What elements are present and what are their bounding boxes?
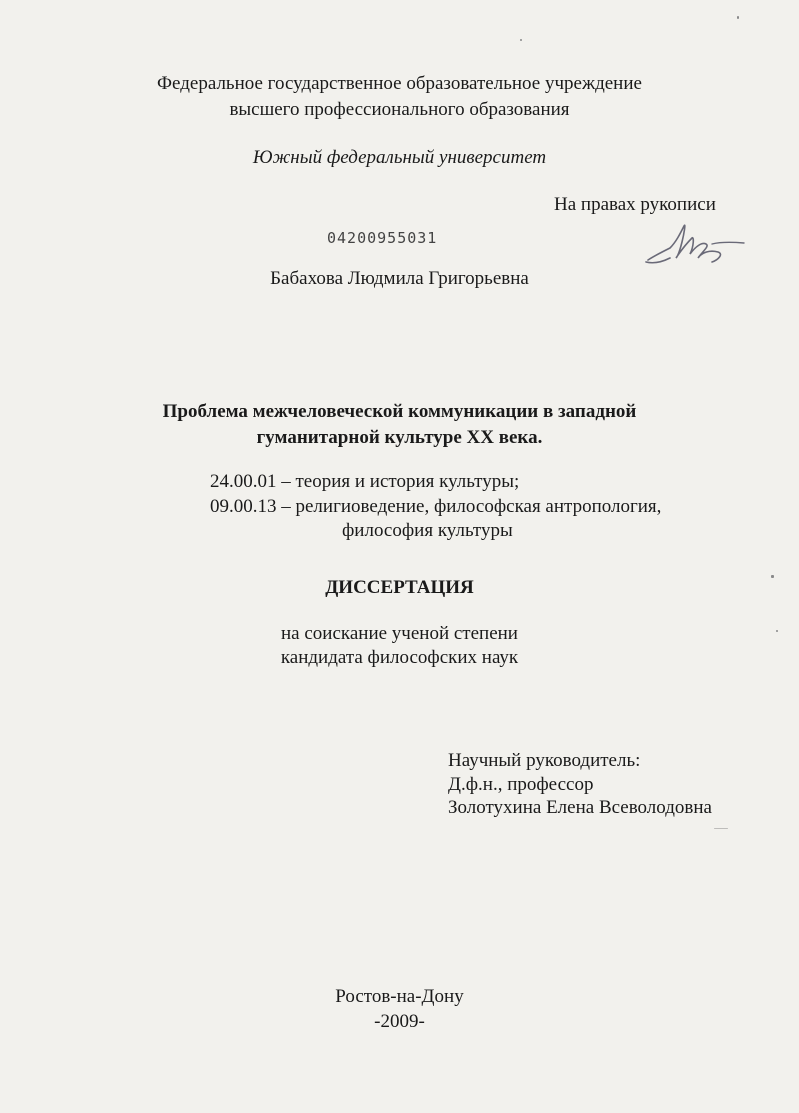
scan-speck <box>714 828 728 829</box>
supervisor-label: Научный руководитель: <box>448 750 641 771</box>
degree-line-1: на соискание ученой степени <box>281 623 518 644</box>
catalog-number-stamp: 04200955031 <box>327 229 438 247</box>
scan-speck <box>771 575 774 578</box>
title-line-2: гуманитарной культуре XX века. <box>256 427 543 448</box>
signature <box>640 212 750 272</box>
specialty-line-1: 24.00.01 – теория и история культуры; <box>210 471 520 492</box>
document-type: ДИССЕРТАЦИЯ <box>325 577 474 598</box>
institution-line-2: высшего профессионального образования <box>229 99 570 120</box>
year: -2009- <box>374 1011 425 1032</box>
scan-speck <box>737 16 739 19</box>
specialty-line-3: философия культуры <box>342 520 513 541</box>
author-name: Бабахова Людмила Григорьевна <box>270 268 529 289</box>
city: Ростов-на-Дону <box>335 986 464 1007</box>
university-name: Южный федеральный университет <box>252 147 547 168</box>
scan-speck <box>776 630 778 632</box>
specialty-line-2: 09.00.13 – религиоведение, философская антропология, <box>210 496 662 517</box>
supervisor-name: Золотухина Елена Всеволодовна <box>448 797 712 818</box>
scan-speck <box>520 39 522 41</box>
degree-line-2: кандидата философских наук <box>280 647 519 668</box>
title-line-1: Проблема межчеловеческой коммуникации в западной <box>162 401 637 422</box>
institution-line-1: Федеральное государственное образовательное учреждение <box>157 73 642 94</box>
supervisor-rank: Д.ф.н., профессор <box>448 774 594 795</box>
manuscript-note: На правах рукописи <box>554 194 716 215</box>
